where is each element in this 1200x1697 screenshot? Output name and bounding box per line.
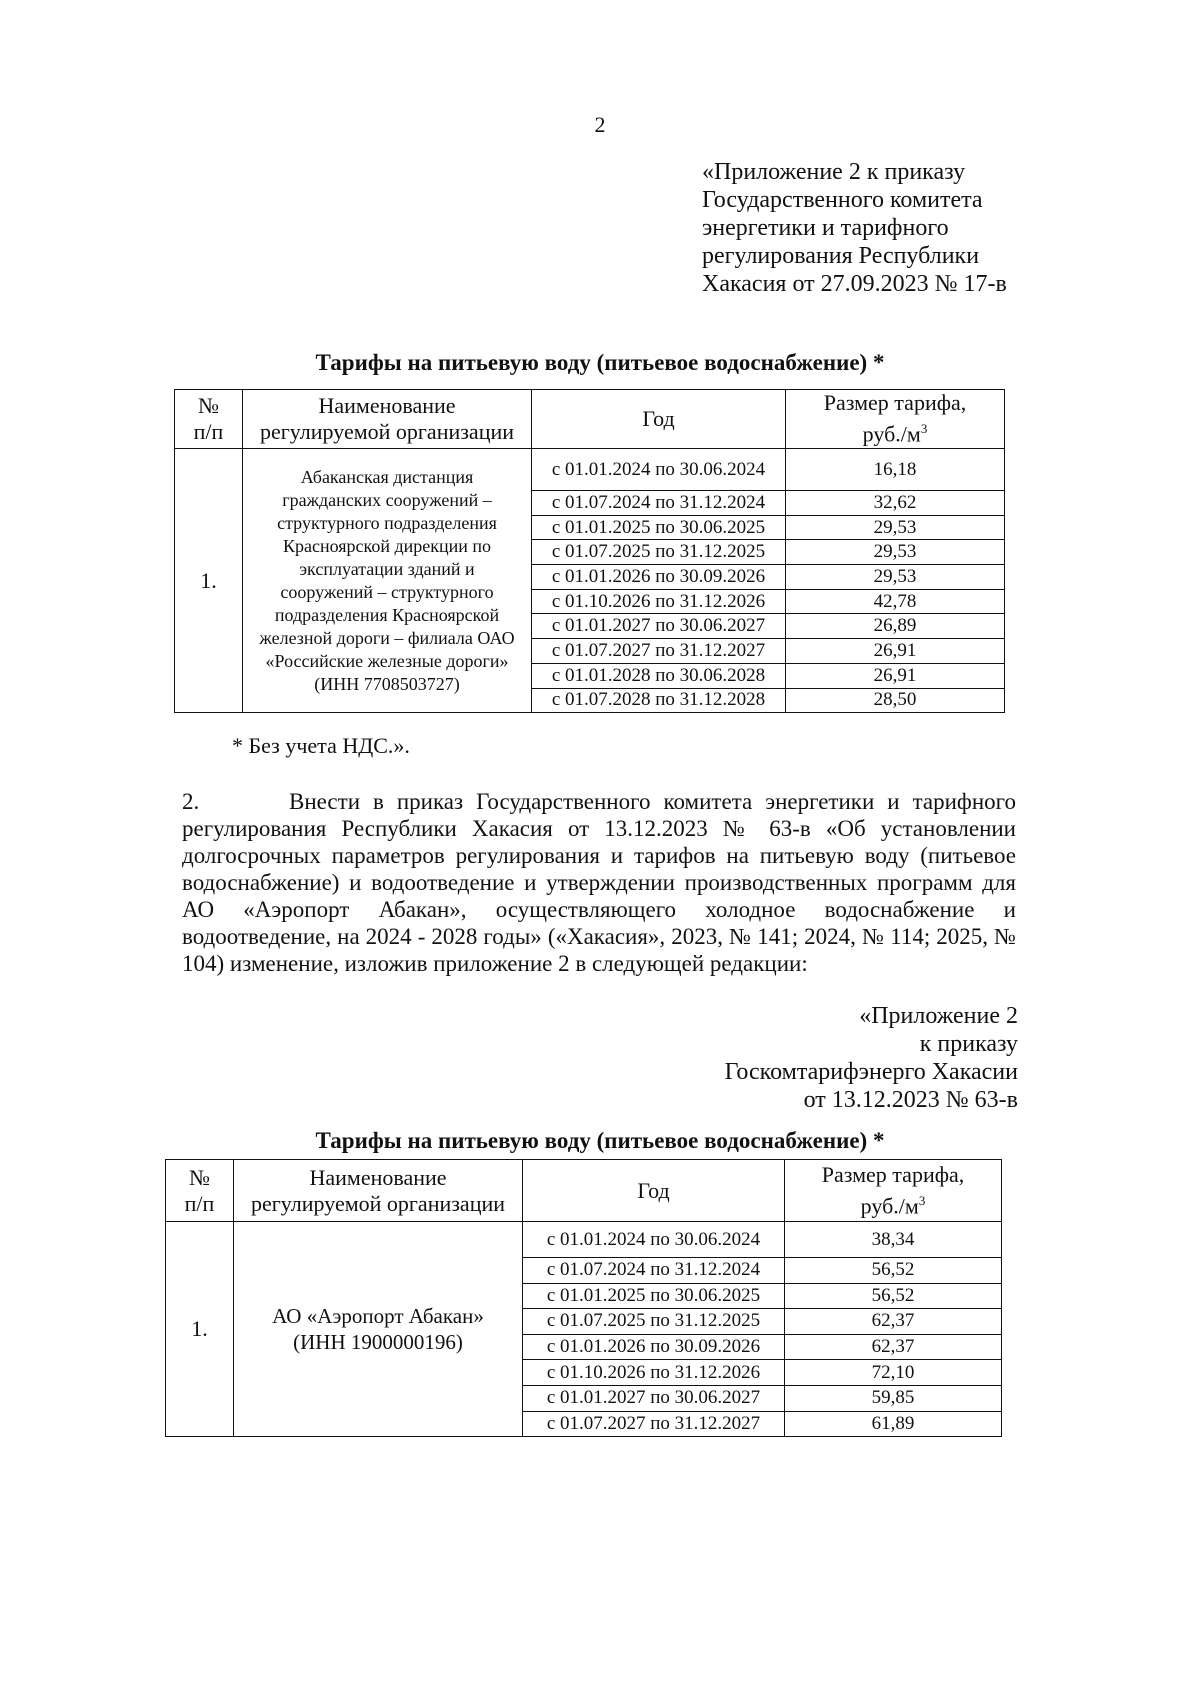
- table-row: [175, 449, 1005, 491]
- header-org: Наименование регулируемой организации: [234, 1160, 523, 1222]
- period-cell: с 01.01.2024 по 30.06.2024: [532, 449, 786, 491]
- period-cell: с 01.01.2025 по 30.06.2025: [532, 515, 786, 540]
- header-tariff: [786, 390, 1005, 449]
- tariff-value-cell: 29,53: [786, 540, 1005, 565]
- period-cell: с 01.07.2024 по 31.12.2024: [523, 1258, 785, 1284]
- period-cell: с 01.07.2025 по 31.12.2025: [532, 540, 786, 565]
- table-header-row: [175, 390, 1005, 449]
- header-tariff: [785, 1160, 1002, 1222]
- header-tariff-unit: $руб./м^3$: [860, 1192, 926, 1219]
- paragraph-body: регулирования Республики Хакасия от 13.12.2023 № 63-в «Об установлении долгосрочных параметров регулирования и тарифов на питьевую воду (питьевое водоснабжение) и водоотведение и утверждении производственных программ для АО «Аэропорт Абакан», осуществляющего холодное водоснабжение и водоотведение, на 2024 - 2028 годы» («Хакасия», 2023, № 141; 2024, № 114; 2025, № 104) изменение, изложив приложение 2 в следующей редакции:: [182, 816, 1016, 976]
- tariff-value-cell: 16,18: [786, 449, 1005, 491]
- period-cell: с 01.07.2024 по 31.12.2024: [532, 491, 786, 516]
- tariff-value-cell: 72,10: [785, 1360, 1002, 1386]
- period-cell: с 01.07.2027 по 31.12.2027: [523, 1411, 785, 1437]
- tariff-value-cell: 62,37: [785, 1334, 1002, 1360]
- tariff-value-cell: 62,37: [785, 1309, 1002, 1335]
- tariff-value-cell: 61,89: [785, 1411, 1002, 1437]
- tariff-value-cell: 26,91: [786, 639, 1005, 664]
- period-cell: с 01.07.2027 по 31.12.2027: [532, 639, 786, 664]
- tariff-table-1: [174, 389, 1005, 713]
- row-number: 1.: [166, 1222, 234, 1437]
- organization-name: Абаканская дистанция гражданских сооружений – структурного подразделения Красноярской дирекции по эксплуатации зданий и сооружений – структурного подразделения Красноярской железной дороги – филиала ОАО «Российские железные дороги» (ИНН 7708503727): [243, 449, 532, 713]
- header-tariff-label: Размер тарифа,: [821, 1161, 965, 1187]
- period-cell: с 01.01.2028 по 30.06.2028: [532, 663, 786, 688]
- period-cell: с 01.01.2027 по 30.06.2027: [532, 614, 786, 639]
- header-year: Год: [532, 390, 786, 449]
- tariff-table-2: [165, 1159, 1002, 1437]
- tariff-value-cell: 56,52: [785, 1283, 1002, 1309]
- row-number: 1.: [175, 449, 243, 713]
- tariff-value-cell: 38,34: [785, 1222, 1002, 1258]
- table-2-title: Тарифы на питьевую воду (питьевое водоснабжение) *: [315, 1128, 885, 1153]
- header-num: № п/п: [166, 1160, 234, 1222]
- period-cell: с 01.01.2025 по 30.06.2025: [523, 1283, 785, 1309]
- table-header-row: [166, 1160, 1002, 1222]
- table-row: [166, 1222, 1002, 1258]
- vat-note: * Без учета НДС.».: [232, 733, 410, 758]
- tariff-value-cell: 56,52: [785, 1258, 1002, 1284]
- tariff-value-cell: 29,53: [786, 515, 1005, 540]
- paragraph-first-text: Внести в приказ Государственного комитета энергетики и тарифного: [289, 789, 1016, 814]
- tariff-value-cell: 28,50: [786, 688, 1005, 713]
- header-year: Год: [523, 1160, 785, 1222]
- period-cell: с 01.01.2026 по 30.09.2026: [523, 1334, 785, 1360]
- header-org: Наименование регулируемой организации: [243, 390, 532, 449]
- appendix-reference-1: «Приложение 2 к приказу Государственного комитета энергетики и тарифного регулирования Республики Хакасия от 27.09.2023 № 17-в: [702, 159, 1007, 297]
- period-cell: с 01.10.2026 по 31.12.2026: [532, 589, 786, 614]
- header-num: № п/п: [175, 390, 243, 449]
- period-cell: с 01.01.2026 по 30.09.2026: [532, 565, 786, 590]
- organization-name: АО «Аэропорт Абакан» (ИНН 1900000196): [234, 1222, 523, 1437]
- paragraph-first-line: [182, 788, 1016, 815]
- tariff-value-cell: 26,91: [786, 663, 1005, 688]
- period-cell: с 01.07.2025 по 31.12.2025: [523, 1309, 785, 1335]
- page-number: 2: [594, 112, 606, 137]
- header-tariff-label: Размер тарифа,: [823, 390, 967, 416]
- tariff-value-cell: 42,78: [786, 589, 1005, 614]
- table-1-title: Тарифы на питьевую воду (питьевое водоснабжение) *: [315, 350, 885, 375]
- period-cell: с 01.01.2024 по 30.06.2024: [523, 1222, 785, 1258]
- tariff-value-cell: 59,85: [785, 1385, 1002, 1411]
- tariff-value-cell: 26,89: [786, 614, 1005, 639]
- period-cell: с 01.07.2028 по 31.12.2028: [532, 688, 786, 713]
- amendment-paragraph: [182, 788, 1016, 977]
- period-cell: с 01.01.2027 по 30.06.2027: [523, 1385, 785, 1411]
- tariff-value-cell: 29,53: [786, 565, 1005, 590]
- appendix-reference-2: «Приложение 2 к приказу Госкомтарифэнерго Хакасии от 13.12.2023 № 63-в: [724, 1003, 1018, 1113]
- period-cell: с 01.10.2026 по 31.12.2026: [523, 1360, 785, 1386]
- paragraph-index: 2.: [182, 789, 200, 814]
- tariff-value-cell: 32,62: [786, 491, 1005, 516]
- header-tariff-unit: $руб./м^3$: [862, 421, 928, 447]
